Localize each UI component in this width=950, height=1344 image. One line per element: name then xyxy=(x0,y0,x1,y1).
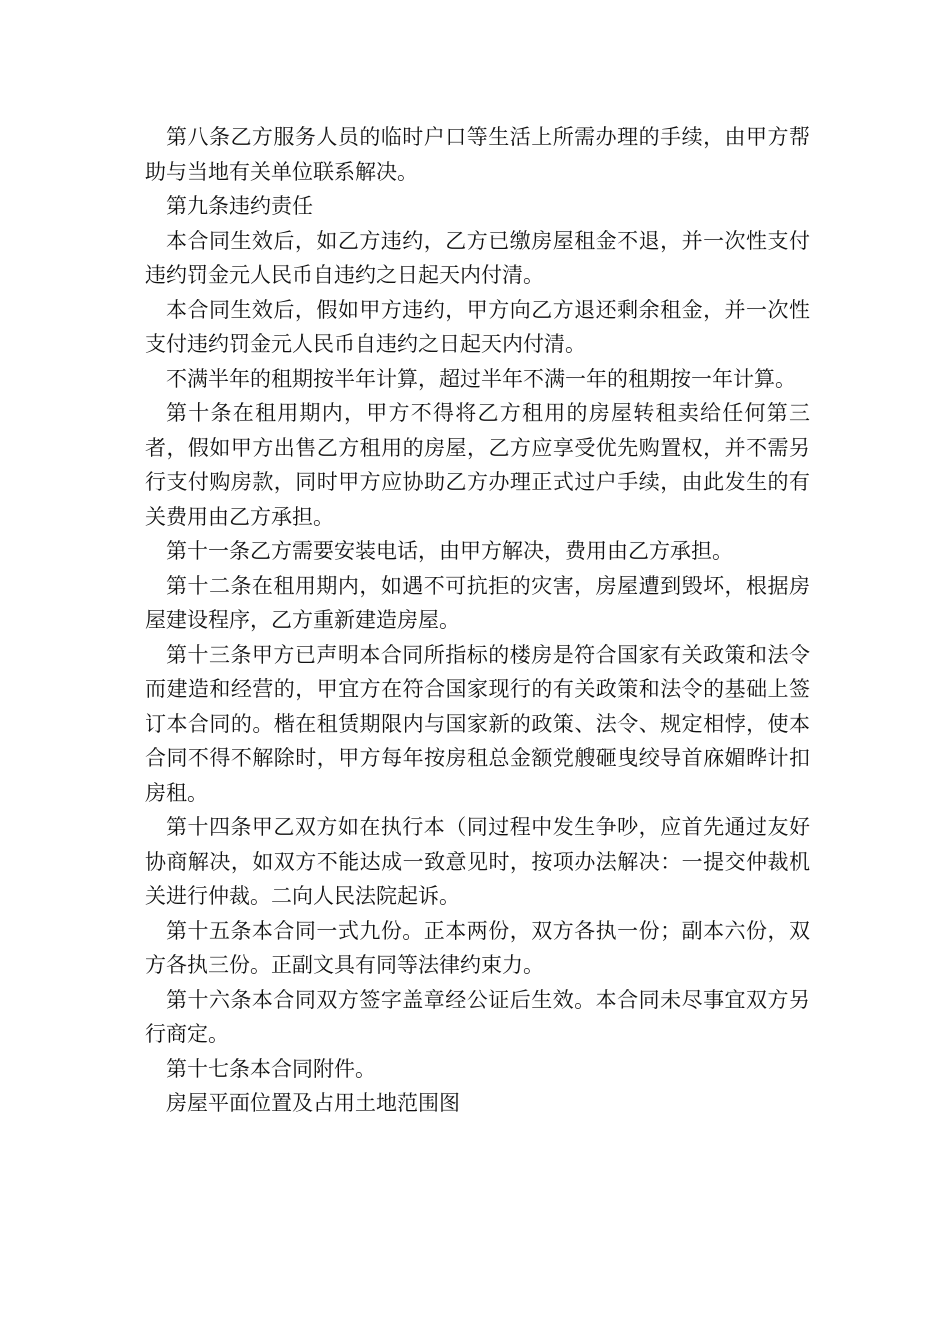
paragraph-article-10: 第十条在租用期内，甲方不得将乙方租用的房屋转租卖给任何第三者，假如甲方出售乙方租用的房屋，乙方应享受优先购置权，并不需另行支付购房款，同时甲方应协助乙方办理正式过户手续，由此发生的有关费用由乙方承担。 xyxy=(145,401,810,529)
paragraph-article-13: 第十三条甲方已声明本合同所指标的楼房是符合国家有关政策和法令而建造和经营的，甲宜方在符合国家现行的有关政策和法令的基础上签订本合同的。楷在租赁期限内与国家新的政策、法令、规定相悖，使本合同不得不解除时，甲方每年按房租总金额党艘砸曳绞导首庥媚晔计扣房租。 xyxy=(145,642,810,805)
paragraph-breach-landlord: 本合同生效后，假如甲方违约，甲方向乙方退还剩余租金，并一次性支付违约罚金元人民币自违约之日起天内付清。 xyxy=(145,297,810,356)
paragraph-attachment-title: 房屋平面位置及占用土地范围图 xyxy=(166,1091,460,1115)
paragraph-article-11: 第十一条乙方需要安装电话，由甲方解决，费用由乙方承担。 xyxy=(166,539,733,563)
paragraph-article-17: 第十七条本合同附件。 xyxy=(166,1056,376,1081)
paragraph-article-9-heading: 第九条违约责任 xyxy=(166,194,313,218)
paragraph-article-14: 第十四条甲乙双方如在执行本（同过程中发生争吵，应首先通过友好协商解决，如双方不能达成一致意见时，按项办法解决：一提交仲裁机关进行仲裁。二向人民法院起诉。 xyxy=(145,815,810,908)
paragraph-article-15: 第十五条本合同一式九份。正本两份，双方各执一份；副本六份，双方各执三份。正副文具有同等法律约束力。 xyxy=(145,918,810,977)
paragraph-article-8: 第八条乙方服务人员的临时户口等生活上所需办理的手续，由甲方帮助与当地有关单位联系解决。 xyxy=(145,125,810,184)
contract-body xyxy=(145,120,810,1121)
paragraph-article-12: 第十二条在租用期内，如遇不可抗拒的灾害，房屋遭到毁坏，根据房屋建设程序，乙方重新建造房屋。 xyxy=(145,573,810,632)
paragraph-article-16: 第十六条本合同双方签字盖章经公证后生效。本合同未尽事宜双方另行商定。 xyxy=(145,987,810,1046)
paragraph-breach-tenant: 本合同生效后，如乙方违约，乙方已缴房屋租金不退，并一次性支付违约罚金元人民币自违约之日起天内付清。 xyxy=(145,228,810,287)
paragraph-lease-term-rule: 不满半年的租期按半年计算，超过半年不满一年的租期按一年计算。 xyxy=(166,366,796,391)
